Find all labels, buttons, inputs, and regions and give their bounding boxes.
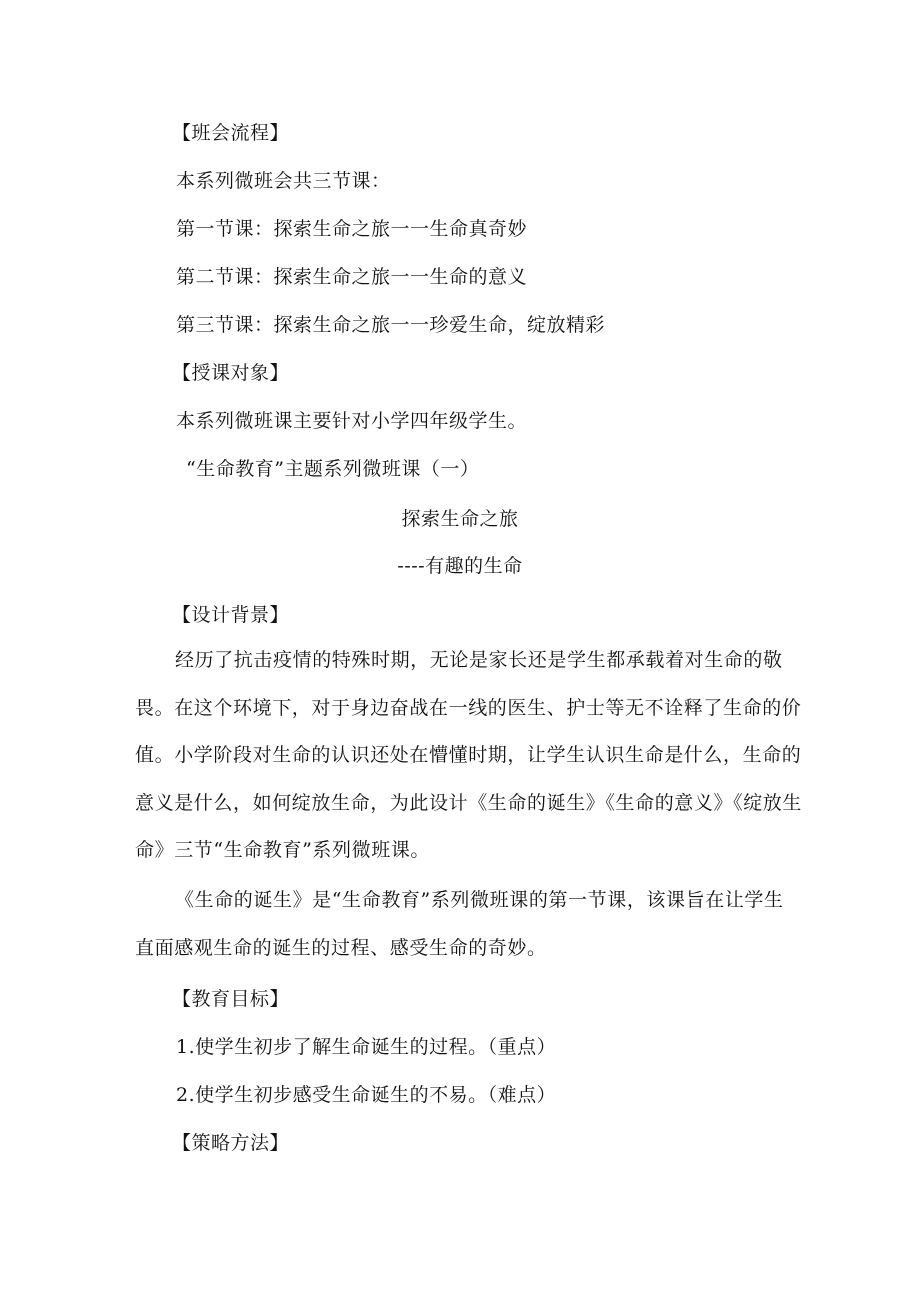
- meeting-flow-intro: 本系列微班会共三节课：: [176, 170, 391, 192]
- lesson-title: 探索生命之旅: [401, 508, 519, 530]
- education-goal-item-1: 1.使学生初步了解生命诞生的过程。（重点）: [176, 1036, 557, 1058]
- series-title: “生命教育”主题系列微班课（一）: [186, 458, 480, 480]
- lesson-item-1: 第一节课：探索生命之旅一一生命真奇妙: [176, 218, 528, 240]
- audience-heading: 【授课对象】: [172, 362, 290, 384]
- design-background-paragraph-1: 经历了抗击疫情的特殊时期，无论是家长还是学生都承载着对生命的敬畏。在这个环境下，对于身边奋战在一线的医生、护士等无不诠释了生命的价值。小学阶段对生命的认识还处在懵懂时期，让学生认识生命是什么，生命的意义是什么，如何绽放生命，为此设计《生命的诞生》《生命的意义》《绽放生命》三节“生命教育”系列微班课。: [135, 649, 803, 861]
- meeting-flow-heading: 【班会流程】: [172, 122, 290, 144]
- design-background-paragraph-2: 《生命的诞生》是“生命教育”系列微班课的第一节课，该课旨在让学生直面感观生命的诞生的过程、感受生命的奇妙。: [135, 889, 784, 959]
- lesson-item-2: 第二节课：探索生命之旅一一生命的意义: [176, 266, 528, 288]
- lesson-item-3: 第三节课：探索生命之旅一一珍爱生命，绽放精彩: [176, 314, 606, 336]
- design-background-heading: 【设计背景】: [172, 604, 290, 626]
- lesson-subtitle: ----有趣的生命: [397, 555, 523, 577]
- strategy-heading: 【策略方法】: [172, 1132, 290, 1154]
- education-goal-item-2: 2.使学生初步感受生命诞生的不易。（难点）: [176, 1084, 557, 1106]
- education-goals-heading: 【教育目标】: [172, 988, 290, 1010]
- audience-text: 本系列微班课主要针对小学四年级学生。: [176, 410, 528, 432]
